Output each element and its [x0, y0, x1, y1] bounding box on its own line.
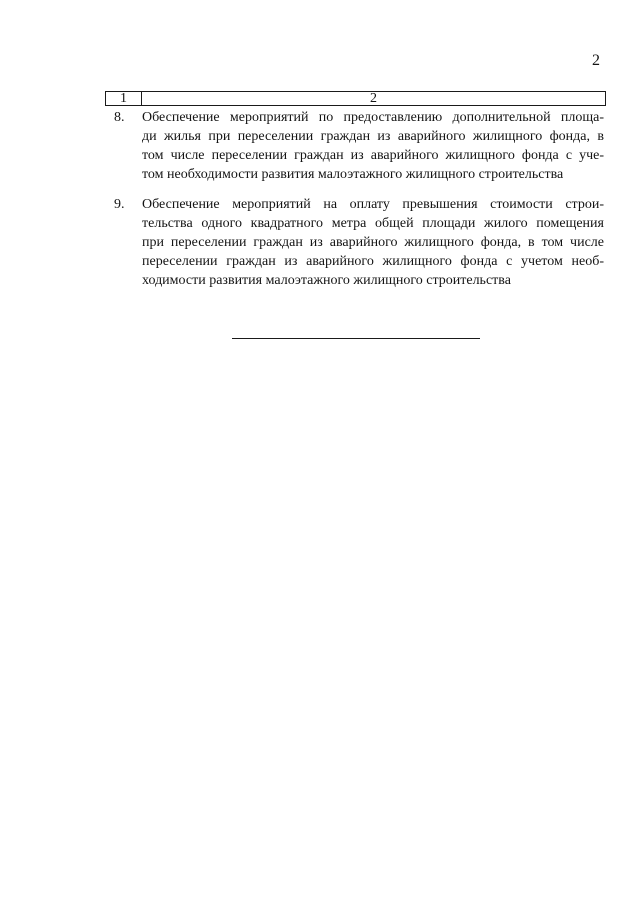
- table-column-header-row: [105, 91, 606, 106]
- table-row: [105, 108, 606, 184]
- column-header-1: 1: [106, 92, 142, 105]
- row-text-line: тельства одного квадратного метра общей площади жилого помещения: [142, 216, 604, 231]
- row-text: [142, 108, 606, 184]
- row-number: 9.: [114, 197, 125, 212]
- column-header-2: 2: [370, 91, 377, 106]
- row-text-line: Обеспечение мероприятий на оплату превышения стоимости строи-: [142, 197, 604, 212]
- table-row: [105, 195, 606, 290]
- row-text-line: переселении граждан из аварийного жилищного фонда с учетом необ-: [142, 254, 604, 269]
- closing-rule-divider: [232, 338, 480, 339]
- row-text: [142, 195, 606, 290]
- row-text-line: ходимости развития малоэтажного жилищного строительства: [142, 273, 511, 288]
- row-text-line: том необходимости развития малоэтажного жилищного строительства: [142, 167, 564, 182]
- row-text-line: Обеспечение мероприятий по предоставлению дополнительной площа-: [142, 110, 604, 125]
- page-number: 2: [592, 52, 600, 69]
- row-text-line: том числе переселении граждан из аварийного жилищного фонда с уче-: [142, 148, 604, 163]
- row-number: 8.: [114, 110, 125, 125]
- row-text-line: при переселении граждан из аварийного жилищного фонда, в том числе: [142, 235, 604, 250]
- row-text-line: ди жилья при переселении граждан из аварийного жилищного фонда, в: [142, 129, 604, 144]
